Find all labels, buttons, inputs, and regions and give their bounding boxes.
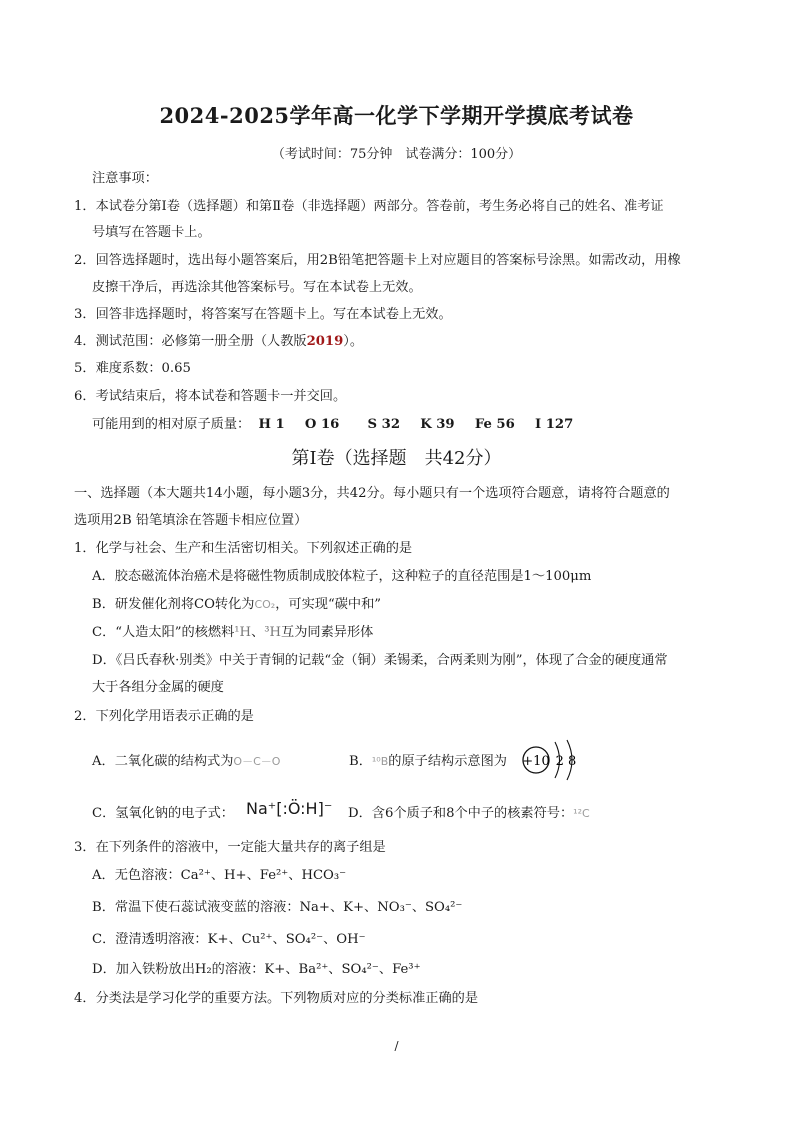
- q2-option-c-text: C．氢氧化钠的电子式：: [92, 806, 234, 821]
- note-1: 1．本试卷分第Ⅰ卷（选择题）和第Ⅱ卷（非选择题）两部分。答卷前，考生务必将自己的姓名、准考证: [74, 199, 664, 214]
- atomic-mass-s: S 32: [367, 417, 400, 432]
- q1-option-a: A．胶态磁流体治癌术是将磁性物质制成胶体粒子，这种粒子的直径范围是1～100μm: [92, 569, 592, 584]
- q2-option-a-formula: O－C－O: [233, 755, 281, 768]
- q2-option-a-text: A．二氧化碳的结构式为: [92, 754, 234, 769]
- q1-option-c-iso2: ³H: [264, 625, 282, 640]
- q1-option-b-end: ，可实现“碳中和”: [275, 597, 382, 612]
- notes-heading: 注意事项：: [92, 171, 158, 186]
- q2-option-b-end: 的原子结构示意图为: [388, 754, 507, 769]
- q1-option-b-text: B．研发催化剂将CO转化为: [92, 597, 255, 612]
- q3-option-a: A．无色溶液：Ca²⁺、H+、Fe²⁺、HCO₃⁻: [92, 868, 347, 883]
- q1-option-c-iso1: ¹H: [234, 625, 252, 640]
- atomic-mass-o: O 16: [304, 417, 340, 432]
- q1-option-d: D．《吕氏春秋·别类》中关于青铜的记载“金（铜）柔锡柔，合两柔则为刚”，体现了合金的硬度通常: [92, 653, 668, 668]
- note-4-edition: 2019: [306, 334, 344, 349]
- part-intro-1: 一、选择题（本大题共14小题，每小题3分，共42分。每小题只有一个选项符合题意，请将符合题意的: [74, 486, 670, 501]
- q2-option-b-iso: ¹⁰B: [371, 755, 389, 768]
- note-4-text: 4．测试范围：必修第一册全册（人教版: [74, 334, 307, 349]
- note-1-cont: 号填写在答题卡上。: [92, 225, 211, 240]
- q2-option-d: [348, 806, 590, 822]
- nucleus-charge: +10: [522, 754, 550, 769]
- q4-stem: 4．分类法是学习化学的重要方法。下列物质对应的分类标准正确的是: [74, 991, 479, 1006]
- q3-option-c: C．澄清透明溶液：K+、Cu²⁺、SO₄²⁻、OH⁻: [92, 932, 366, 947]
- note-4-end: ）。: [343, 334, 364, 349]
- q1-option-d-cont: 大于各组分金属的硬度: [92, 680, 224, 695]
- q1-option-c-text: C．“人造太阳”的核燃料: [92, 625, 235, 640]
- q2-option-b: [349, 754, 507, 770]
- q1-option-b: [92, 597, 381, 613]
- note-4: [74, 334, 363, 350]
- atomic-mass-i: I 127: [535, 417, 574, 432]
- electron-counts: 2 8: [555, 754, 577, 769]
- note-3: 3．回答非选择题时，将答案写在答题卡上。写在本试卷上无效。: [74, 307, 452, 322]
- atomic-mass-k: K 39: [420, 417, 455, 432]
- q1-option-c: [92, 625, 373, 641]
- q2-option-c: [92, 806, 234, 822]
- exam-title: 2024-2025学年高一化学下学期开学摸底考试卷: [159, 103, 634, 128]
- q2-option-d-text: D．含6个质子和8个中子的核素符号：: [348, 806, 574, 821]
- q2-option-a: [92, 754, 280, 770]
- part-intro-2: 选项用2B 铅笔填涂在答题卡相应位置）: [74, 513, 308, 528]
- q3-option-d: D．加入铁粉放出H₂的溶液：K+、Ba²⁺、SO₄²⁻、Fe³⁺: [92, 962, 421, 977]
- note-6: 6．考试结束后，将本试卷和答题卡一并交回。: [74, 389, 347, 404]
- q1-option-c-sep: 、: [251, 625, 265, 640]
- q2-stem: 2．下列化学用语表示正确的是: [74, 709, 254, 724]
- q1-stem: 1．化学与社会、生产和生活密切相关。下列叙述正确的是: [74, 541, 413, 556]
- q2-option-b-text: B．: [349, 754, 372, 769]
- note-2-cont: 皮擦干净后，再选涂其他答案标号。写在本试卷上无效。: [92, 280, 422, 295]
- note-5: 5．难度系数：0.65: [74, 361, 191, 376]
- q1-option-c-end: 互为同素异形体: [281, 625, 374, 640]
- atomic-mass-label: 可能用到的相对原子质量：: [92, 417, 251, 432]
- note-2: 2．回答选择题时，选出每小题答案后，用2B铅笔把答题卡上对应题目的答案标号涂黑。如需改动，用橡: [74, 253, 681, 268]
- atom-structure-diagram: [522, 736, 584, 782]
- q3-option-b: B．常温下使石蕊试液变蓝的溶液：Na+、K+、NO₃⁻、SO₄²⁻: [92, 900, 463, 915]
- atomic-mass-h: H 1: [258, 417, 285, 432]
- q1-option-b-formula: CO₂: [254, 598, 276, 611]
- atomic-mass-fe: Fe 56: [474, 417, 515, 432]
- atomic-mass-line: [92, 417, 589, 433]
- section-title: 第Ⅰ卷（选择题 共42分）: [291, 448, 502, 469]
- exam-subtitle: （考试时间：75分钟 试卷满分：100分）: [271, 147, 522, 162]
- q2-option-d-iso: ¹²C: [573, 807, 590, 820]
- page-footer: /: [394, 1039, 399, 1053]
- electron-formula: Na⁺[:Ö:H]⁻: [246, 799, 333, 818]
- q3-stem: 3．在下列条件的溶液中，一定能大量共存的离子组是: [74, 840, 386, 855]
